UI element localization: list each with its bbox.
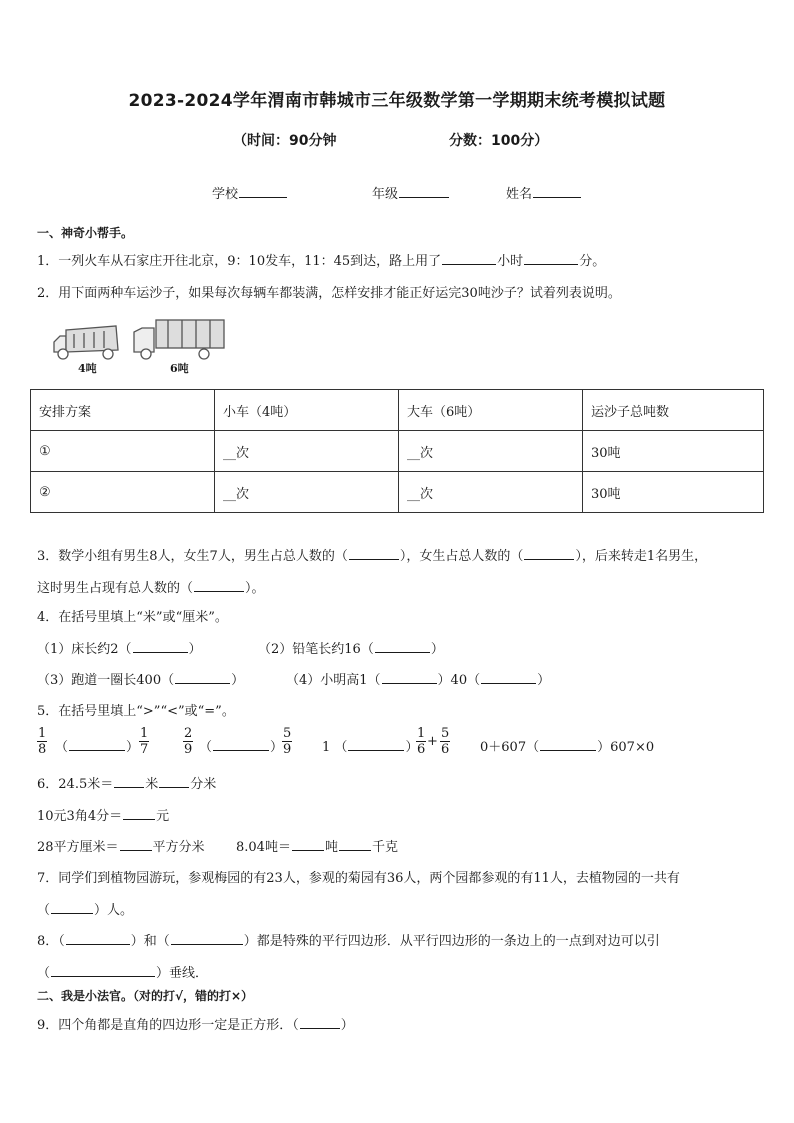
question-9: 9．四个角都是直角的四边形一定是正方形．（ ） bbox=[37, 1018, 354, 1033]
q4-part-1: （1）床长约2（ ） bbox=[37, 642, 202, 657]
truck-illustration bbox=[50, 316, 230, 376]
q8-blank-2[interactable] bbox=[171, 932, 243, 945]
table-row bbox=[31, 431, 764, 472]
big-truck-capacity: 6吨 bbox=[170, 362, 189, 375]
fraction-1-6: $\frac{1}{6}$ bbox=[417, 726, 426, 757]
school-field[interactable] bbox=[212, 183, 288, 202]
table-row bbox=[31, 472, 764, 513]
q3-blank-3[interactable] bbox=[194, 579, 244, 592]
q8-blank-3[interactable] bbox=[51, 964, 155, 977]
q4-blank-5[interactable] bbox=[481, 671, 536, 684]
section-one-heading: 一、神奇小帮手。 bbox=[37, 226, 134, 240]
fraction-1-7: $\frac{1}{7}$ bbox=[140, 726, 149, 757]
q8-blank-1[interactable] bbox=[66, 932, 130, 945]
q5-blank-4[interactable] bbox=[540, 738, 596, 751]
fraction-2-9: $\frac{2}{9}$ bbox=[184, 726, 193, 757]
total-score: 分数：100分） bbox=[449, 133, 549, 149]
q5-compare-2: （ ） bbox=[199, 740, 284, 755]
q6-blank-3[interactable] bbox=[123, 807, 155, 820]
question-7-line-1: 7．同学们到植物园游玩，参观梅园的有23人，参观的菊园有36人，两个园都参观的有11人，去植物园的一共有 bbox=[37, 871, 680, 886]
q4-part-3: （3）跑道一圈长400（ ） bbox=[37, 673, 245, 688]
question-8-line-1: 8．（ ）和（ ）都是特殊的平行四边形．从平行四边形的一条边上的一点到对边可以引 bbox=[37, 934, 660, 949]
question-3-line-1: 3．数学小组有男生8人，女生7人，男生占总人数的（ ），女生占总人数的（ ），后来转走1名男生， bbox=[37, 549, 708, 564]
q1-minutes-blank[interactable] bbox=[524, 252, 578, 265]
small-truck-icon bbox=[54, 326, 118, 359]
q5-compare-1: （ ） bbox=[55, 740, 140, 755]
q4-blank-1[interactable] bbox=[133, 640, 188, 653]
table-cell[interactable]: __次 bbox=[215, 431, 399, 472]
q5-compare-3: 1 （ ） bbox=[322, 740, 419, 755]
table-header: 安排方案 bbox=[31, 390, 215, 431]
question-8-line-2: （ ）垂线． bbox=[37, 966, 209, 981]
table-header-row bbox=[31, 390, 764, 431]
table-cell[interactable]: __次 bbox=[399, 431, 583, 472]
q4-blank-4[interactable] bbox=[382, 671, 437, 684]
q5-blank-1[interactable] bbox=[69, 738, 125, 751]
q3-blank-1[interactable] bbox=[349, 547, 399, 560]
question-6-line-3b: 8.04吨＝ 吨 千克 bbox=[236, 840, 398, 855]
q6-blank-4[interactable] bbox=[120, 838, 152, 851]
big-truck-icon bbox=[134, 320, 224, 359]
question-7-line-2: （ ）人。 bbox=[37, 903, 134, 918]
q3-blank-2[interactable] bbox=[524, 547, 574, 560]
q9-blank[interactable] bbox=[300, 1016, 340, 1029]
q6-blank-1[interactable] bbox=[114, 775, 144, 788]
fraction-1-8: $\frac{1}{8}$ bbox=[38, 726, 47, 757]
q1-hours-blank[interactable] bbox=[442, 252, 496, 265]
q6-blank-6[interactable] bbox=[339, 838, 371, 851]
table-cell: ① bbox=[31, 431, 215, 472]
grade-label: 年级 bbox=[372, 187, 399, 202]
question-1: 1．一列火车从石家庄开往北京，9：10发车，11：45到达，路上用了 小时 分。 bbox=[37, 254, 606, 269]
q4-blank-3[interactable] bbox=[175, 671, 230, 684]
time-limit: （时间：90分钟 bbox=[233, 133, 337, 149]
plus-sign: + bbox=[427, 734, 438, 749]
q4-part-4: （4）小明高1（ ）40（ ） bbox=[286, 673, 551, 688]
exam-title: 2023-2024学年渭南市韩城市三年级数学第一学期期末统考模拟试题 bbox=[128, 91, 666, 111]
table-cell[interactable]: __次 bbox=[215, 472, 399, 513]
question-2: 2．用下面两种车运沙子，如果每次每辆车都装满，怎样安排才能正好运完30吨沙子？试着列表说明。 bbox=[37, 286, 621, 301]
table-header: 小车（4吨） bbox=[215, 390, 399, 431]
fraction-5-6: $\frac{5}{6}$ bbox=[441, 726, 450, 757]
table-cell: 30吨 bbox=[583, 472, 764, 513]
section-two-heading: 二、我是小法官。（对的打√，错的打×） bbox=[37, 989, 254, 1003]
table-header: 大车（6吨） bbox=[399, 390, 583, 431]
name-label: 姓名 bbox=[506, 187, 533, 202]
table-cell: ② bbox=[31, 472, 215, 513]
q4-part-2: （2）铅笔长约16（ ） bbox=[258, 642, 444, 657]
question-6-line-3: 28平方厘米＝ 平方分米 bbox=[37, 840, 205, 855]
table-cell[interactable]: __次 bbox=[399, 472, 583, 513]
name-field[interactable] bbox=[506, 183, 582, 202]
fraction-5-9: $\frac{5}{9}$ bbox=[283, 726, 292, 757]
school-label: 学校 bbox=[212, 187, 239, 202]
question-3-line-2: 这时男生占现有总人数的（ ）。 bbox=[37, 581, 265, 596]
q4-blank-2[interactable] bbox=[375, 640, 430, 653]
table-cell: 30吨 bbox=[583, 431, 764, 472]
small-truck-capacity: 4吨 bbox=[78, 362, 97, 375]
table-header: 运沙子总吨数 bbox=[583, 390, 764, 431]
q6-blank-5[interactable] bbox=[292, 838, 324, 851]
arrangement-table bbox=[30, 389, 764, 513]
q5-blank-2[interactable] bbox=[213, 738, 269, 751]
question-5: 5．在括号里填上“>”“<”或“=”。 bbox=[37, 704, 235, 719]
question-4: 4．在括号里填上“米”或“厘米”。 bbox=[37, 610, 228, 625]
grade-field[interactable] bbox=[372, 183, 450, 202]
q5-compare-4: 0＋607（ ）607×0 bbox=[480, 740, 655, 755]
q7-blank[interactable] bbox=[51, 901, 93, 914]
q6-blank-2[interactable] bbox=[159, 775, 189, 788]
question-6-line-1: 6．24.5米＝ 米 分米 bbox=[37, 777, 217, 792]
q5-blank-3[interactable] bbox=[348, 738, 404, 751]
question-6-line-2: 10元3角4分＝ 元 bbox=[37, 809, 170, 824]
